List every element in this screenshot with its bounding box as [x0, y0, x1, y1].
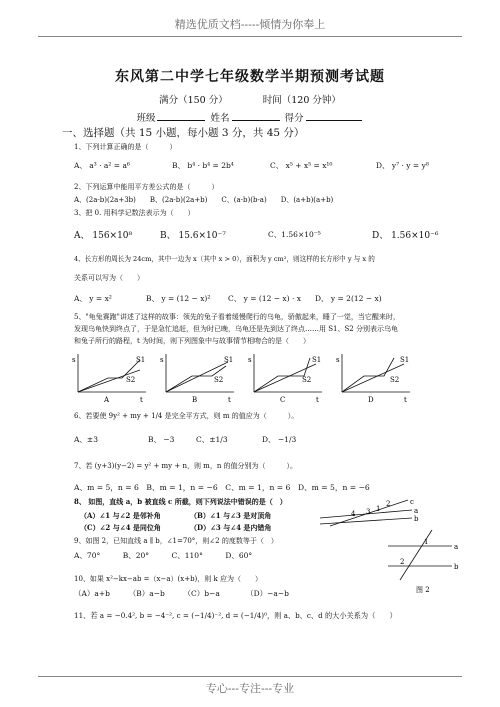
fig1-label-3: 3 — [366, 508, 371, 516]
q9-options: A、70° B、20° C、110° D、60° — [74, 551, 253, 560]
q10-stem: 10、如果 x²−kx−ab =（x−a）(x+b)，则 k 应为（ ） — [74, 575, 262, 583]
axis-t-label: t — [404, 396, 407, 404]
fig1-label-4: 4 — [351, 510, 356, 518]
q3-option-d: D、 1.56×10⁻⁶ — [372, 231, 439, 241]
q2-options: A、(2a-b)(2a+3b) B、(2a-b)(2a+b) C、(a-b)(b-a) D、(a+b)(a+b) — [74, 196, 334, 204]
axis-t-label: t — [228, 396, 231, 404]
q8-option-c: （C）∠2 与∠4 是同位角 — [80, 523, 161, 532]
fig2-label-2: 2 — [400, 558, 405, 566]
q5-graphs — [74, 352, 434, 404]
axis-t-label: t — [140, 396, 143, 404]
graph-letter: C — [280, 396, 286, 404]
name-blank[interactable] — [232, 111, 280, 121]
q6-stem: 6、若要使 9y² + my + 1/4 是完全平方式，则 m 的值应为（ ）。 — [74, 412, 299, 420]
exam-title: 东风第二中学七年级数学半期预测考试题 — [115, 69, 385, 85]
axis-s-label: s — [248, 356, 252, 364]
fig2-caption: 图 2 — [416, 586, 430, 594]
total-score: 满分（150 分） — [159, 95, 228, 106]
graph-letter: B — [192, 396, 198, 404]
s2-curve — [254, 358, 310, 392]
axis-s-label: s — [336, 356, 340, 364]
q5-graph-b — [160, 354, 234, 404]
q4-stem-line1: 4、长方形的周长为 24cm，其中一边为 x（其中 x > 0），面积为 y cm²，则这样的长方形中 y 与 x 的 — [74, 255, 375, 263]
s2-label: S2 — [214, 376, 224, 384]
page-banner: 精选优质文档-----倾情为你奉上 — [174, 18, 326, 31]
score-label: 得分 — [284, 113, 304, 124]
q7-options: A、m = 5，n = 6 B、m = 1，n = −6 C、m = 1，n = 6 D、m = 5，n = −6 — [74, 483, 370, 492]
q4-stem-line2: 关系可以写为（ ） — [74, 274, 144, 282]
q4-option-d: D、 y = 2(12 − x) — [315, 294, 382, 303]
q5-graph-c — [248, 354, 322, 404]
q6-option-a: A、±3 — [74, 435, 98, 444]
q3-option-b: B、 15.6×10⁻⁷ — [160, 231, 226, 241]
time-limit: 时间（120 分钟） — [262, 95, 341, 106]
q2-stem: 2、下列运算中能用平方差公式的是（ ） — [74, 183, 219, 191]
q5-graph-a — [72, 354, 146, 404]
fig1-label-1: 1 — [376, 505, 381, 513]
q1-stem: 1、下列计算正确的是（ ） — [74, 143, 177, 151]
q4-option-c: C、 y = (12 − x) · x — [228, 294, 301, 303]
q6-option-c: C、±1/3 — [196, 435, 228, 444]
graph-letter: D — [368, 396, 374, 404]
fig1-label-b: b — [414, 515, 419, 523]
class-blank[interactable] — [157, 111, 205, 121]
fig2-label-1: 1 — [424, 538, 429, 546]
q1-option-b: B、 b⁴ · b⁴ = 2b⁴ — [172, 161, 234, 170]
q4-option-a: A、 y = x² — [74, 294, 112, 303]
page-footer: 专心---专注---专业 — [205, 682, 295, 695]
fig2-label-b: b — [454, 563, 459, 571]
q5-line2: 发现乌龟快到终点了，于是急忙追赶，但为时已晚，乌龟还是先到达了终点……用 S1、S2 分别表示乌龟 — [74, 325, 398, 333]
score-blank[interactable] — [306, 111, 362, 121]
footer-rule — [38, 676, 462, 677]
class-label: 班级 — [136, 113, 156, 124]
axis-s-label: s — [160, 356, 164, 364]
q9-stem: 9、如图 2，已知直线 a ∥ b，∠1=70°，则∠2 的度数等于（ ） — [74, 537, 278, 545]
q10-options: （A）a+b （B）a−b （C）b−a （D）−a−b — [74, 589, 289, 598]
section-heading: 一、选择题（共 15 小题，每小题 3 分，共 45 分） — [62, 127, 305, 139]
q5-line1: 5、"龟兔赛跑"讲述了这样的故事：领先的兔子看着缓慢爬行的乌龟，骄傲起来，睡了一觉，当它醒来时， — [74, 313, 400, 321]
q3-stem: 3、把 0. 用科学记数法表示为（ ） — [74, 209, 195, 217]
fig1-label-c: c — [410, 498, 414, 506]
q3-option-a: A、 156×10⁸ — [74, 231, 133, 241]
q5-line3: 和兔子所行的路程，t 为时间，则下列图象中与故事情节相吻合的是（ ） — [74, 337, 311, 345]
s2-label: S2 — [302, 376, 312, 384]
s1-label: S1 — [224, 356, 234, 364]
q1-option-a: A、 a³ · a² = a⁶ — [74, 161, 130, 170]
fig1-label-a: a — [414, 507, 419, 515]
q8-option-b: （B）∠1 与∠3 是对顶角 — [190, 511, 272, 520]
q1-option-c: C、 x⁵ + x⁵ = x¹⁰ — [270, 161, 333, 170]
s2-curve — [342, 358, 394, 392]
q8-option-d: （D）∠3 与∠4 是内错角 — [190, 523, 272, 532]
q7-stem: 7、若 (y+3)(y−2) = y² + my + n，则 m，n 的值分别为（ ）。 — [74, 462, 298, 470]
q8-option-a: （A）∠1 与∠2 是邻补角 — [80, 511, 161, 520]
s1-label: S1 — [136, 356, 146, 364]
q4-option-b: B、 y = (12 − x)² — [146, 294, 211, 303]
s1-label: S1 — [400, 356, 410, 364]
q3-option-c: C、1.56×10⁻⁵ — [268, 230, 321, 239]
s1-label: S1 — [312, 356, 322, 364]
axis-t-label: t — [316, 396, 319, 404]
name-label: 姓名 — [210, 113, 230, 124]
q6-option-b: B、 −3 — [148, 435, 175, 444]
fig2-label-a: a — [454, 543, 459, 551]
fig1-label-2: 2 — [386, 500, 391, 508]
s2-label: S2 — [126, 376, 136, 384]
student-fields — [0, 110, 500, 124]
q8-stem: 8、 如图，直线 a，b 被直线 c 所截，则下列说法中错误的是（ ） — [74, 497, 287, 506]
score-line — [0, 92, 500, 106]
q1-option-d: D、 y⁷ · y = y⁸ — [376, 161, 429, 170]
q5-graph-d — [336, 354, 410, 404]
q11-stem: 11、若 a = −0.4², b = −4⁻², c = (−1/4)⁻², d = (−1/4)⁰，则 a、b、c、d 的大小关系为（ ） — [74, 611, 397, 620]
q6-option-d: D、 −1/3 — [262, 435, 297, 444]
s2-label: S2 — [390, 376, 400, 384]
figure-transversal — [318, 494, 424, 528]
figure-2 — [386, 528, 462, 598]
header-rule — [38, 36, 462, 37]
axis-s-label: s — [72, 356, 76, 364]
graph-letter: A — [104, 396, 110, 404]
